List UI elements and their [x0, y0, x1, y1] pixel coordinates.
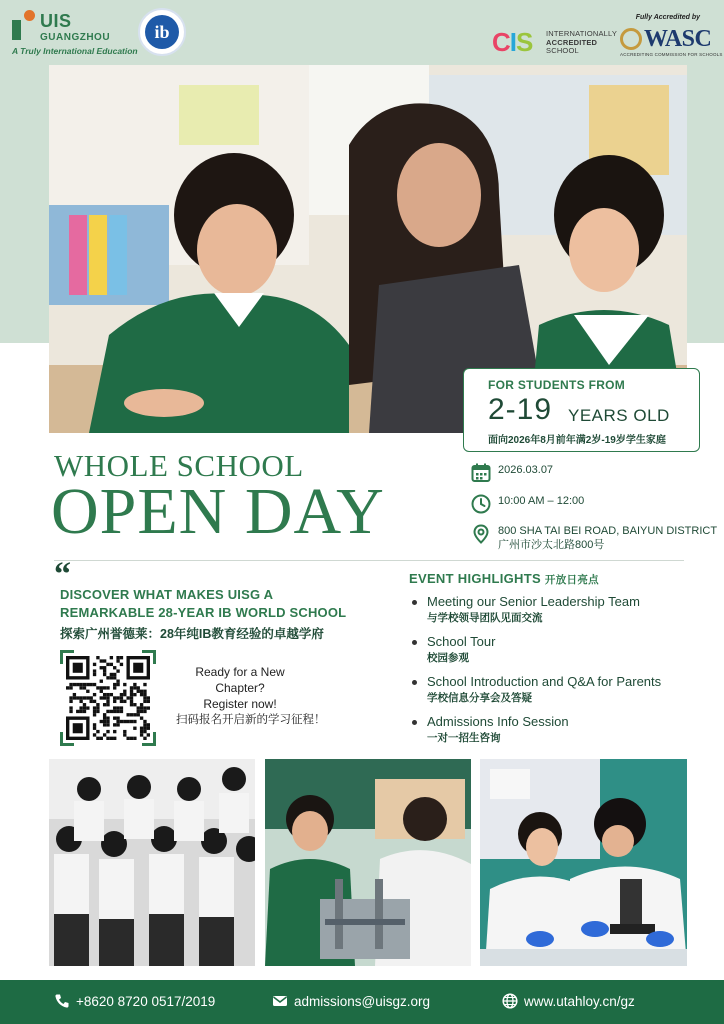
science-lab-photo-illustration	[480, 759, 687, 966]
list-item	[409, 594, 709, 634]
choir-photo-illustration	[49, 759, 255, 966]
phone-icon	[54, 993, 70, 1009]
uis-mark-icon	[12, 10, 36, 40]
bullet-icon	[412, 720, 417, 725]
cis-mark	[492, 28, 532, 56]
wasc-footer: ACCREDITING COMMISSION FOR SCHOOLS	[620, 52, 723, 57]
calendar-icon	[471, 463, 491, 483]
science-lab-photo	[480, 759, 687, 966]
age-range-box	[463, 368, 700, 452]
event-date-row	[471, 463, 553, 483]
bullet-icon	[412, 680, 417, 685]
list-item	[409, 714, 709, 754]
uis-tagline: A Truly International Education	[12, 46, 138, 56]
event-time: 10:00 AM – 12:00	[498, 495, 585, 507]
cis-mark-c: C	[492, 27, 510, 57]
highlight-en: Meeting our Senior Leadership Team	[427, 594, 640, 609]
uis-logo	[12, 6, 142, 58]
title-line1: WHOLE SCHOOL	[54, 448, 304, 483]
uis-city: GUANGZHOU	[40, 32, 111, 43]
quote-icon: “	[54, 556, 71, 593]
cis-line3: SCHOOL	[546, 46, 579, 55]
highlights-title	[409, 571, 599, 587]
footer-bar	[0, 980, 724, 1024]
footer-phone-text: +8620 8720 0517/2019	[76, 993, 216, 1009]
footer-website[interactable]	[502, 993, 635, 1009]
wasc-ring-icon	[620, 28, 642, 50]
wasc-caption: Fully Accredited by	[635, 14, 700, 21]
highlights-list	[409, 594, 709, 754]
highlight-cn: 学校信息分享会及答疑	[427, 692, 532, 704]
highlight-cn: 一对一招生咨询	[427, 732, 501, 744]
event-address	[498, 524, 717, 552]
footer-phone[interactable]	[54, 993, 215, 1009]
highlight-en: School Introduction and Q&A for Parents	[427, 674, 662, 689]
ib-world-school-logo	[138, 8, 186, 56]
footer-website-text: www.utahloy.cn/gz	[524, 993, 635, 1009]
register-cn: 扫码报名开启新的学习征程！	[176, 714, 326, 726]
footer-email[interactable]	[272, 993, 430, 1009]
bullet-icon	[412, 640, 417, 645]
qr-pattern	[66, 656, 150, 740]
cis-line1: INTERNATIONALLY	[546, 29, 618, 38]
cis-mark-i: I	[509, 27, 517, 57]
clock-icon	[471, 494, 491, 514]
cis-logo	[492, 28, 622, 58]
event-date: 2026.03.07	[498, 464, 554, 476]
discover-cn: 探索广州誉德莱：28年纯IB教育经验的卓越学府	[60, 627, 324, 641]
robotics-photo	[265, 759, 471, 966]
cis-text	[546, 30, 617, 56]
highlights-title-en: EVENT HIGHLIGHTS	[409, 571, 541, 586]
ib-mark: ib	[145, 15, 179, 49]
discover-line2: REMARKABLE 28-YEAR IB WORLD SCHOOL	[60, 605, 347, 620]
footer-email-text: admissions@uisgz.org	[294, 993, 431, 1009]
event-address-en: 800 SHA TAI BEI ROAD, BAIYUN DISTRICT	[498, 525, 718, 537]
highlight-en: Admissions Info Session	[427, 714, 569, 729]
location-pin-icon	[471, 524, 491, 544]
event-address-row	[471, 524, 717, 552]
mail-icon	[272, 993, 288, 1009]
wasc-logo	[620, 14, 723, 60]
cis-mark-s: S	[516, 27, 533, 57]
register-prompt	[176, 664, 326, 728]
robotics-photo-illustration	[265, 759, 471, 966]
age-range: 2-19	[488, 393, 553, 426]
section-divider	[54, 560, 684, 561]
register-line2: Chapter?	[215, 681, 265, 695]
register-line1: Ready for a New	[195, 665, 285, 679]
bullet-icon	[412, 600, 417, 605]
choir-photo	[49, 759, 255, 966]
highlights-title-cn: 开放日亮点	[544, 574, 599, 586]
discover-line1: DISCOVER WHAT MAKES UISG A	[60, 587, 274, 602]
registration-qr-code[interactable]	[60, 650, 156, 746]
title-line2: OPEN DAY	[51, 475, 385, 548]
wasc-name: WASC	[644, 26, 712, 52]
age-unit: YEARS OLD	[568, 406, 670, 425]
list-item	[409, 674, 709, 714]
event-time-row	[471, 494, 584, 514]
highlight-cn: 与学校领导团队见面交流	[427, 612, 543, 624]
age-label: FOR STUDENTS FROM	[488, 378, 626, 392]
highlight-cn: 校园参观	[427, 652, 469, 664]
globe-icon	[502, 993, 518, 1009]
uis-name: UIS	[40, 11, 72, 31]
register-line3: Register now!	[203, 697, 277, 711]
age-note-cn: 面向2026年8月前年满2岁-19岁学生家庭	[488, 435, 666, 446]
list-item	[409, 634, 709, 674]
highlight-en: School Tour	[427, 634, 496, 649]
event-address-cn: 广州市沙太北路800号	[498, 539, 605, 551]
cis-line2: ACCREDITED	[546, 37, 598, 47]
